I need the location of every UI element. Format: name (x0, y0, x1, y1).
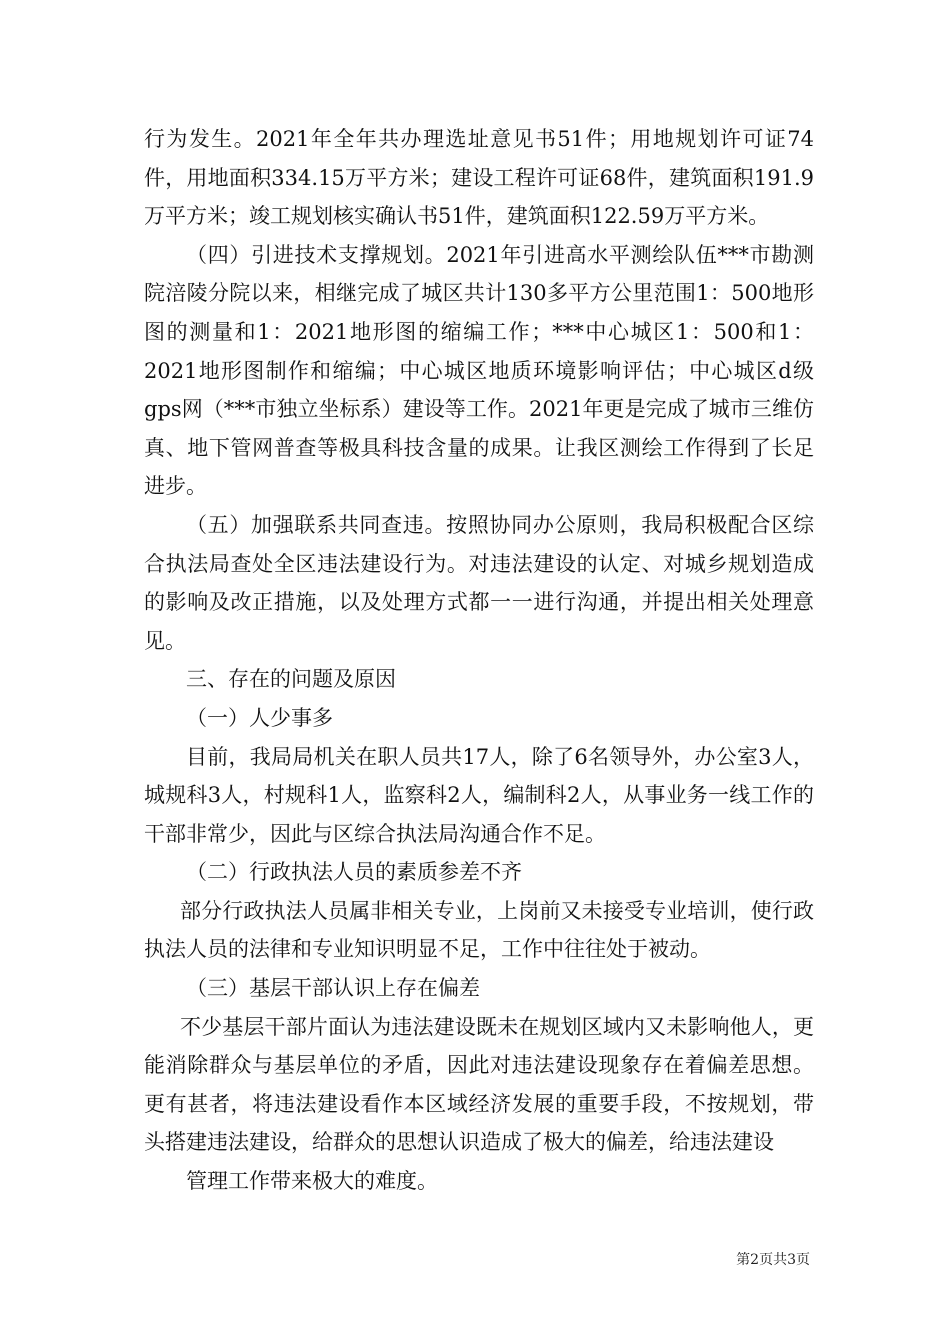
paragraph-section-4: （四）引进技术支撑规划。2021年引进高水平测绘队伍***市勘测院涪陵分院以来，相继完成了城区共计130多平方公里范围1：500地形图的测量和1：2021地形图的缩编工作；***中心城区1：500和1：2021地形图制作和缩编；中心城区地质环境影响评估；中心城区d级gps网（***市独立坐标系）建设等工作。2021年更是完成了城市三维仿真、地下管网普查等极具科技含量的成果。让我区测绘工作得到了长足进步。 (144, 242, 814, 499)
subheading-2: （二）行政执法人员的素质参差不齐 (186, 860, 522, 885)
subheading-3: （三）基层干部认识上存在偏差 (186, 976, 480, 1001)
page-number: 第2页共3页 (736, 1252, 810, 1268)
paragraph-approvals-stats: 行为发生。2021年全年共办理选址意见书51件；用地规划许可证74件，用地面积334.15万平方米；建设工程许可证68件，建筑面积191.9万平方米；竣工规划核实确认书51件，建筑面积122.59万平方米。 (144, 127, 814, 229)
paragraph-section-5: （五）加强联系共同查违。按照协同办公原则，我局积极配合区综合执法局查处全区违法建设行为。对违法建设的认定、对城乡规划造成的影响及改正措施，以及处理方式都一一进行沟通，并提出相关处理意见。 (144, 512, 814, 653)
subheading-1: （一）人少事多 (186, 705, 333, 730)
heading-problems: 三、存在的问题及原因 (186, 667, 396, 692)
paragraph-difficulty: 管理工作带来极大的难度。 (186, 1169, 438, 1194)
document-body (144, 120, 814, 1201)
paragraph-staffing: 目前，我局局机关在职人员共17人，除了6名领导外，办公室3人，城规科3人，村规科1人，监察科2人，编制科2人，从事业务一线工作的干部非常少，因此与区综合执法局沟通合作不足。 (144, 744, 814, 846)
paragraph-staff-quality: 部分行政执法人员属非相关专业，上岗前又未接受专业培训，使行政执法人员的法律和专业知识明显不足，工作中往往处于被动。 (144, 898, 814, 962)
paragraph-grassroots: 不少基层干部片面认为违法建设既未在规划区域内又未影响他人，更能消除群众与基层单位的矛盾，因此对违法建设现象存在着偏差思想。更有甚者，将违法建设看作本区域经济发展的重要手段，不按规划，带头搭建违法建设，给群众的思想认识造成了极大的偏差，给违法建设 (144, 1014, 814, 1155)
